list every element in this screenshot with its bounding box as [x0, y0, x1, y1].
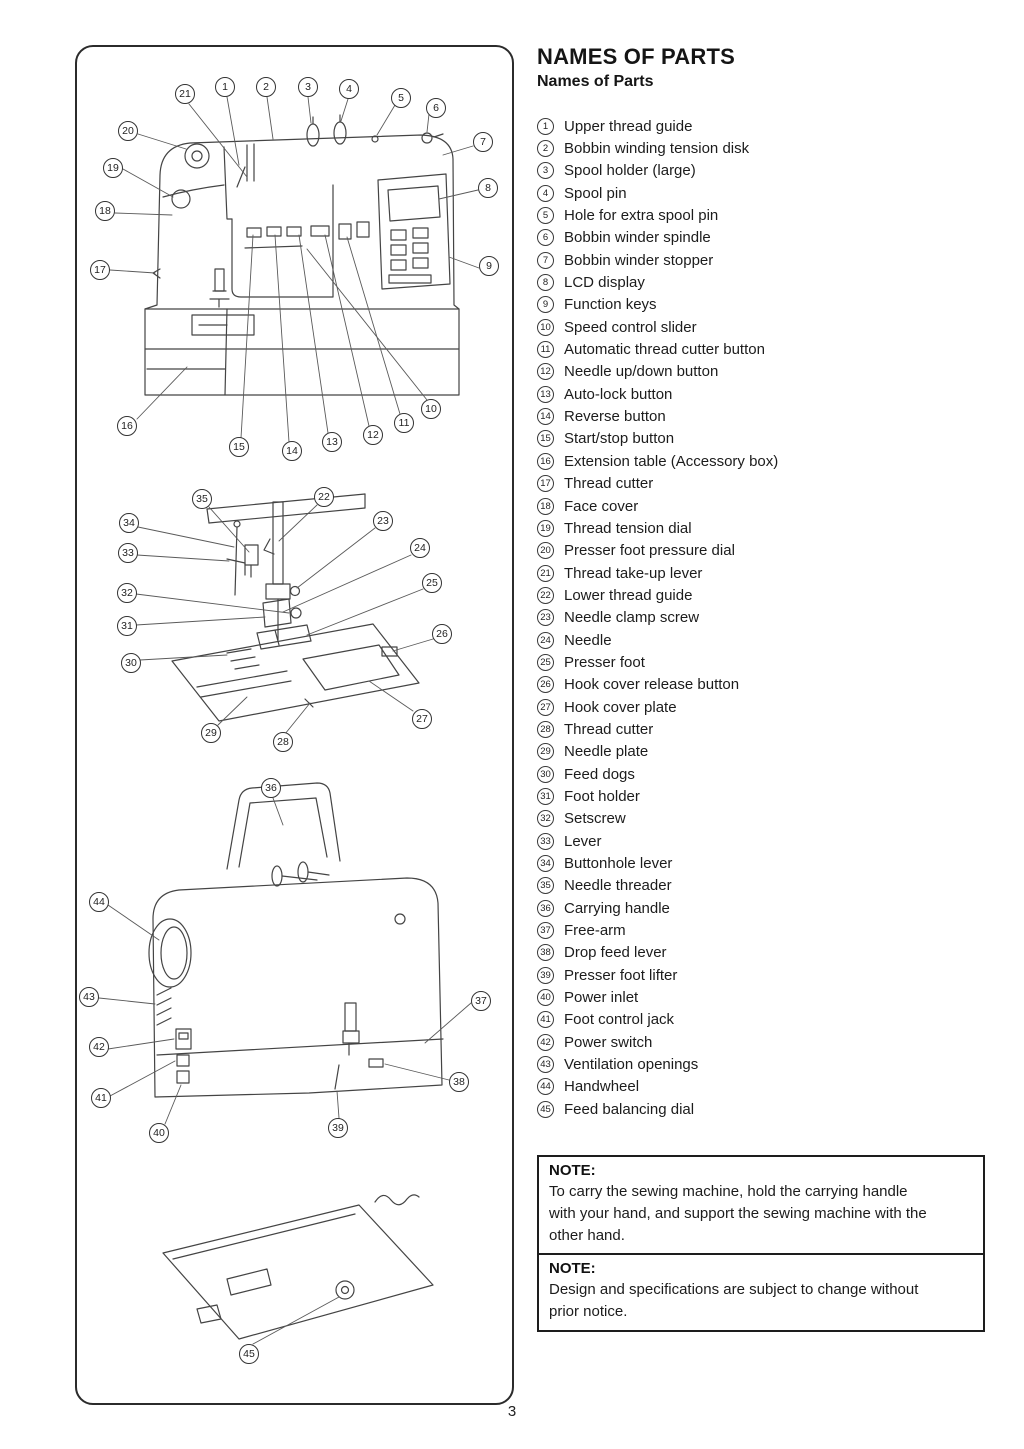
part-label: Spool pin	[564, 184, 627, 202]
part-label: Speed control slider	[564, 318, 697, 336]
part-label: Presser foot pressure dial	[564, 542, 735, 560]
diagram-callout-45: 45	[239, 1344, 259, 1364]
part-label: Foot control jack	[564, 1011, 675, 1029]
parts-list	[537, 115, 987, 1120]
part-label: Upper thread guide	[564, 117, 693, 135]
part-number-badge: 37	[537, 922, 554, 939]
diagram-callout-27: 27	[412, 709, 432, 729]
part-item-16	[537, 450, 987, 472]
part-label: Needle clamp screw	[564, 609, 700, 627]
part-item-33	[537, 830, 987, 852]
part-label: Needle threader	[564, 877, 672, 895]
part-number-badge: 38	[537, 944, 554, 961]
diagram-callout-40: 40	[149, 1123, 169, 1143]
part-number-badge: 22	[537, 587, 554, 604]
part-label: Ventilation openings	[564, 1056, 699, 1074]
part-number-badge: 23	[537, 609, 554, 626]
part-item-36	[537, 897, 987, 919]
part-number-badge: 24	[537, 632, 554, 649]
part-label: Presser foot lifter	[564, 966, 678, 984]
diagram-callout-15: 15	[229, 437, 249, 457]
diagram-callout-8: 8	[478, 178, 498, 198]
page-title: NAMES OF PARTS	[537, 44, 735, 69]
bottom-view-leaders	[253, 1297, 339, 1344]
part-number-badge: 3	[537, 162, 554, 179]
diagram-callout-28: 28	[273, 732, 293, 752]
part-label: Power inlet	[564, 989, 639, 1007]
part-item-37	[537, 919, 987, 941]
part-item-42	[537, 1031, 987, 1053]
part-item-40	[537, 986, 987, 1008]
part-item-27	[537, 696, 987, 718]
part-label: Auto-lock button	[564, 385, 673, 403]
part-item-44	[537, 1076, 987, 1098]
part-label: Needle up/down button	[564, 363, 719, 381]
part-number-badge: 33	[537, 833, 554, 850]
part-item-12	[537, 361, 987, 383]
diagram-callout-31: 31	[117, 616, 137, 636]
part-number-badge: 1	[537, 118, 554, 135]
part-number-badge: 19	[537, 520, 554, 537]
diagram-callout-10: 10	[421, 399, 441, 419]
diagram-callout-17: 17	[90, 260, 110, 280]
part-number-badge: 43	[537, 1056, 554, 1073]
part-item-24	[537, 629, 987, 651]
diagram-callout-2: 2	[256, 77, 276, 97]
part-label: Handwheel	[564, 1078, 640, 1096]
part-number-badge: 21	[537, 565, 554, 582]
diagram-callout-26: 26	[432, 624, 452, 644]
diagram-callout-9: 9	[479, 256, 499, 276]
part-label: Spool holder (large)	[564, 162, 696, 180]
part-label: Bobbin winder spindle	[564, 229, 711, 247]
part-item-29	[537, 741, 987, 763]
diagram-callout-29: 29	[201, 723, 221, 743]
part-label: Free-arm	[564, 922, 626, 940]
part-item-23	[537, 607, 987, 629]
note-box-specifications	[537, 1253, 985, 1332]
part-number-badge: 36	[537, 900, 554, 917]
diagram-callout-1: 1	[215, 77, 235, 97]
diagram-callout-36: 36	[261, 778, 281, 798]
part-item-18	[537, 495, 987, 517]
part-number-badge: 17	[537, 475, 554, 492]
diagram-callout-21: 21	[175, 84, 195, 104]
diagram-callout-38: 38	[449, 1072, 469, 1092]
diagram-callout-32: 32	[117, 583, 137, 603]
diagram-callout-14: 14	[282, 441, 302, 461]
part-label: Hook cover release button	[564, 676, 740, 694]
part-label: Reverse button	[564, 408, 666, 426]
part-number-badge: 8	[537, 274, 554, 291]
part-item-35	[537, 875, 987, 897]
diagram-callout-43: 43	[79, 987, 99, 1007]
part-label: Presser foot	[564, 653, 645, 671]
diagram-callout-44: 44	[89, 892, 109, 912]
part-label: Lower thread guide	[564, 586, 693, 604]
part-label: Start/stop button	[564, 430, 675, 448]
diagram-callout-5: 5	[391, 88, 411, 108]
part-number-badge: 35	[537, 877, 554, 894]
part-item-1	[537, 115, 987, 137]
part-item-43	[537, 1053, 987, 1075]
part-label: Setscrew	[564, 810, 626, 828]
part-item-6	[537, 227, 987, 249]
bottom-view-drawing	[163, 1195, 433, 1339]
part-label: Thread cutter	[564, 475, 654, 493]
part-number-badge: 6	[537, 229, 554, 246]
part-label: Extension table (Accessory box)	[564, 452, 779, 470]
diagram-callout-18: 18	[95, 201, 115, 221]
part-label: Hole for extra spool pin	[564, 207, 719, 225]
part-number-badge: 11	[537, 341, 554, 358]
part-number-badge: 44	[537, 1078, 554, 1095]
part-item-21	[537, 562, 987, 584]
diagram-callout-12: 12	[363, 425, 383, 445]
page-subtitle: Names of Parts	[537, 73, 654, 90]
note-box-carrying	[537, 1155, 985, 1256]
part-label: Thread take-up lever	[564, 564, 703, 582]
part-item-13	[537, 383, 987, 405]
part-number-badge: 27	[537, 699, 554, 716]
part-number-badge: 12	[537, 363, 554, 380]
part-number-badge: 16	[537, 453, 554, 470]
part-item-38	[537, 942, 987, 964]
part-item-22	[537, 584, 987, 606]
part-item-45	[537, 1098, 987, 1120]
part-number-badge: 29	[537, 743, 554, 760]
part-label: Feed dogs	[564, 765, 635, 783]
part-item-5	[537, 204, 987, 226]
part-number-badge: 45	[537, 1101, 554, 1118]
part-number-badge: 40	[537, 989, 554, 1006]
part-item-8	[537, 271, 987, 293]
part-label: Bobbin winder stopper	[564, 251, 714, 269]
part-label: Drop feed lever	[564, 944, 667, 962]
diagram-callout-39: 39	[328, 1118, 348, 1138]
part-number-badge: 41	[537, 1011, 554, 1028]
diagram-callout-30: 30	[121, 653, 141, 673]
part-label: Bobbin winding tension disk	[564, 140, 750, 158]
part-label: Face cover	[564, 497, 639, 515]
part-number-badge: 13	[537, 386, 554, 403]
page-number: 3	[507, 1403, 517, 1420]
part-number-badge: 15	[537, 430, 554, 447]
part-item-2	[537, 137, 987, 159]
part-item-14	[537, 405, 987, 427]
diagram-callout-23: 23	[373, 511, 393, 531]
needle-area-leaders	[136, 505, 433, 734]
part-number-badge: 7	[537, 252, 554, 269]
part-label: LCD display	[564, 274, 645, 292]
part-label: Lever	[564, 832, 602, 850]
part-item-26	[537, 674, 987, 696]
diagram-callout-34: 34	[119, 513, 139, 533]
part-item-30	[537, 763, 987, 785]
part-number-badge: 30	[537, 766, 554, 783]
parts-diagram-panel	[75, 45, 514, 1405]
part-number-badge: 28	[537, 721, 554, 738]
diagram-callout-35: 35	[192, 489, 212, 509]
part-item-9	[537, 294, 987, 316]
part-number-badge: 4	[537, 185, 554, 202]
part-number-badge: 9	[537, 296, 554, 313]
diagram-callout-4: 4	[339, 79, 359, 99]
diagram-callout-25: 25	[422, 573, 442, 593]
part-item-28	[537, 718, 987, 740]
part-label: Needle	[564, 631, 612, 649]
rear-view-drawing	[149, 783, 443, 1097]
note-title: NOTE:	[549, 1162, 596, 1179]
sewing-machine-diagram	[77, 47, 512, 1403]
part-item-15	[537, 428, 987, 450]
part-number-badge: 14	[537, 408, 554, 425]
part-label: Hook cover plate	[564, 698, 677, 716]
part-item-41	[537, 1009, 987, 1031]
part-item-31	[537, 785, 987, 807]
part-item-7	[537, 249, 987, 271]
part-number-badge: 18	[537, 498, 554, 515]
diagram-callout-24: 24	[410, 538, 430, 558]
diagram-callout-6: 6	[426, 98, 446, 118]
part-item-34	[537, 852, 987, 874]
part-item-11	[537, 338, 987, 360]
note-title: NOTE:	[549, 1260, 596, 1277]
part-number-badge: 39	[537, 967, 554, 984]
part-label: Thread tension dial	[564, 519, 692, 537]
part-label: Power switch	[564, 1033, 653, 1051]
part-item-17	[537, 473, 987, 495]
note-text: To carry the sewing machine, hold the carrying handle with your hand, and support the sewing machine with the other hand.	[549, 1183, 927, 1244]
part-item-10	[537, 316, 987, 338]
diagram-callout-19: 19	[103, 158, 123, 178]
front-view-leaders	[110, 97, 479, 442]
part-number-badge: 34	[537, 855, 554, 872]
part-item-4	[537, 182, 987, 204]
note-text: Design and specifications are subject to change without prior notice.	[549, 1281, 919, 1320]
diagram-callout-41: 41	[91, 1088, 111, 1108]
part-label: Feed balancing dial	[564, 1100, 695, 1118]
diagram-callout-3: 3	[298, 77, 318, 97]
diagram-callout-13: 13	[322, 432, 342, 452]
part-label: Thread cutter	[564, 720, 654, 738]
part-label: Carrying handle	[564, 899, 670, 917]
part-label: Automatic thread cutter button	[564, 341, 765, 359]
diagram-callout-7: 7	[473, 132, 493, 152]
part-item-19	[537, 517, 987, 539]
diagram-callout-37: 37	[471, 991, 491, 1011]
part-number-badge: 10	[537, 319, 554, 336]
part-item-20	[537, 540, 987, 562]
diagram-callout-20: 20	[118, 121, 138, 141]
part-number-badge: 31	[537, 788, 554, 805]
diagram-callout-42: 42	[89, 1037, 109, 1057]
part-item-32	[537, 808, 987, 830]
part-label: Function keys	[564, 296, 657, 314]
part-number-badge: 2	[537, 140, 554, 157]
part-number-badge: 20	[537, 542, 554, 559]
part-item-3	[537, 160, 987, 182]
diagram-callout-22: 22	[314, 487, 334, 507]
part-item-39	[537, 964, 987, 986]
part-number-badge: 42	[537, 1034, 554, 1051]
part-item-25	[537, 651, 987, 673]
diagram-callout-16: 16	[117, 416, 137, 436]
part-number-badge: 32	[537, 810, 554, 827]
part-label: Foot holder	[564, 787, 640, 805]
part-number-badge: 26	[537, 676, 554, 693]
part-number-badge: 25	[537, 654, 554, 671]
diagram-callout-33: 33	[118, 543, 138, 563]
diagram-callout-11: 11	[394, 413, 414, 433]
part-number-badge: 5	[537, 207, 554, 224]
part-label: Needle plate	[564, 743, 649, 761]
part-label: Buttonhole lever	[564, 855, 673, 873]
